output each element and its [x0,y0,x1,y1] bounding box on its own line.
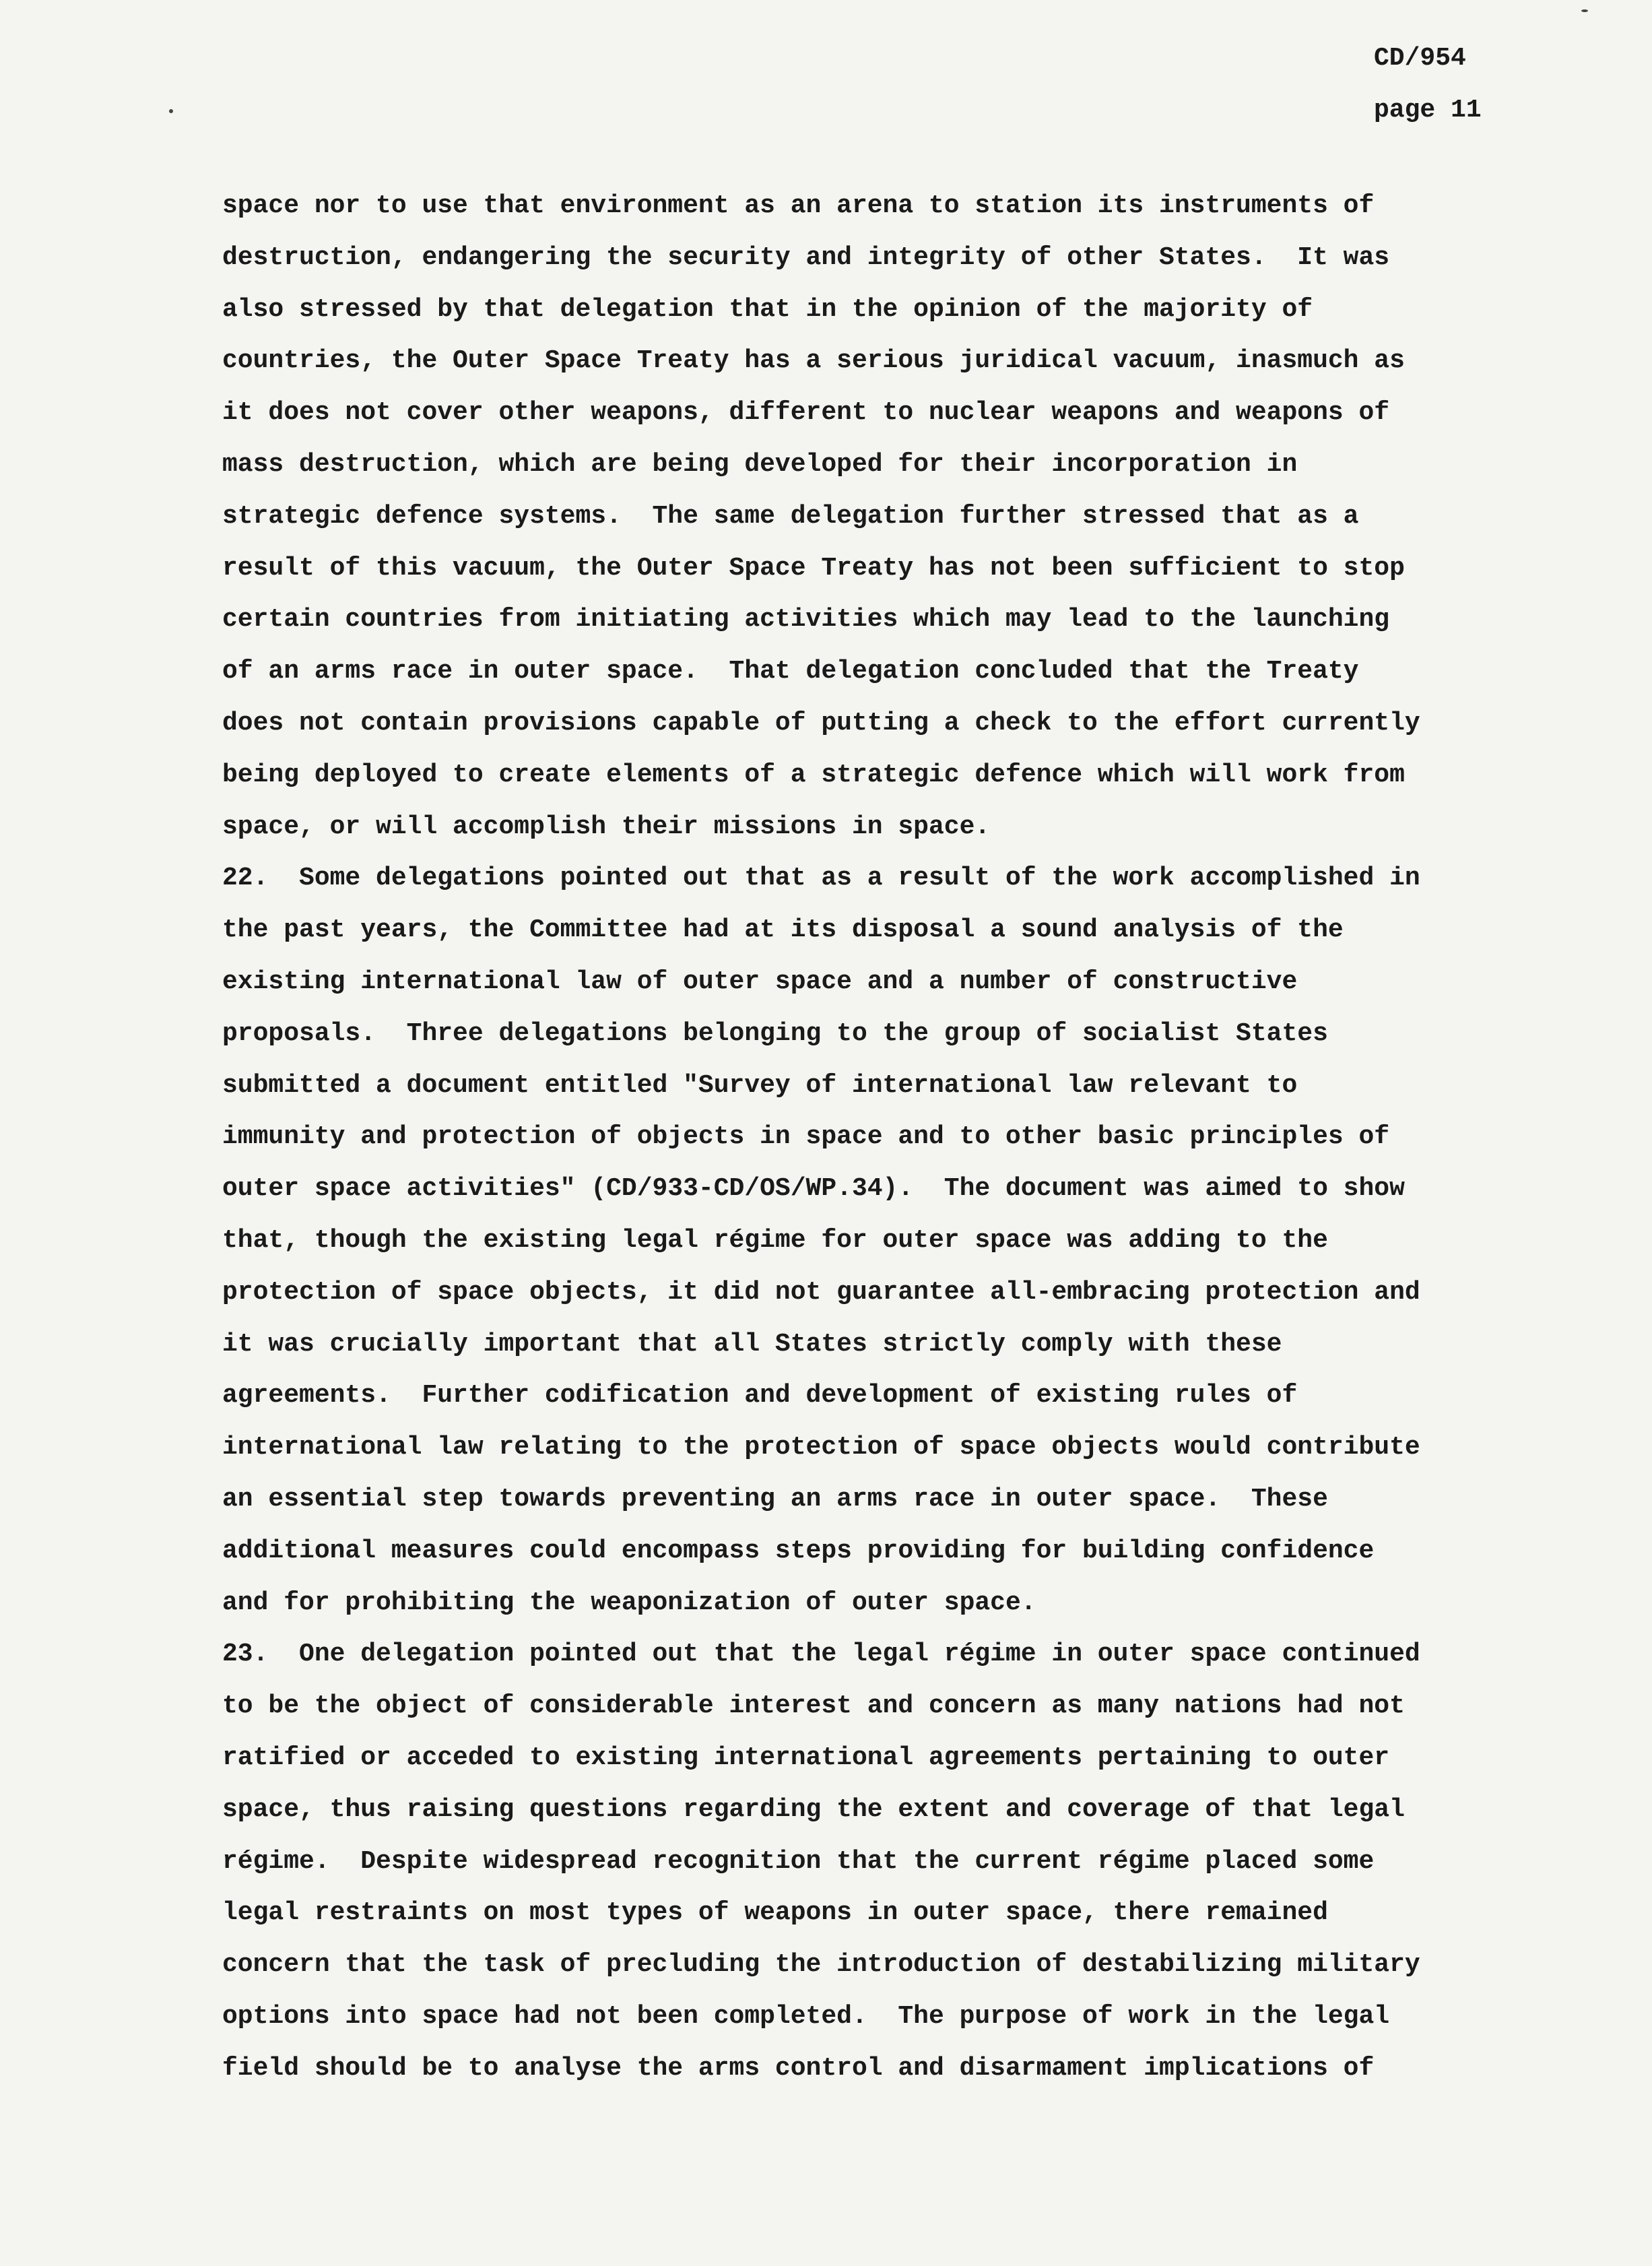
text-line: to be the object of considerable interest and concern as many nations had not [222,1691,1405,1721]
page-header [1374,39,1482,143]
text-line: space, or will accomplish their missions in space. [222,812,991,841]
text-line: concern that the task of precluding the introduction of destabilizing military [222,1950,1420,1980]
text-line: that, though the existing legal régime for outer space was adding to the [222,1225,1328,1255]
text-line: régime. Despite widespread recognition that the current régime placed some [222,1846,1375,1876]
text-line: it was crucially important that all States strictly comply with these [222,1329,1282,1359]
text-line: additional measures could encompass steps providing for building confidence [222,1536,1375,1565]
body-text [222,181,1643,2094]
paragraph-22-start: 22. Some delegations pointed out that as a result of the work accomplished in [222,864,1420,893]
document-symbol: CD/954 [1374,44,1466,73]
text-line: being deployed to create elements of a strategic defence which will work from [222,760,1405,789]
text-line: international law relating to the protection of space objects would contribute [222,1433,1420,1462]
text-line: agreements. Further codification and development of existing rules of [222,1381,1298,1411]
text-line: mass destruction, which are being developed for their incorporation in [222,449,1298,479]
text-line: result of this vacuum, the Outer Space Treaty has not been sufficient to stop [222,553,1405,583]
text-line: field should be to analyse the arms control and disarmament implications of [222,2053,1375,2083]
text-line: options into space had not been completed. The purpose of work in the legal [222,2001,1390,2031]
text-line: strategic defence systems. The same delegation further stressed that as a [222,501,1359,531]
text-line: proposals. Three delegations belonging to the group of socialist States [222,1018,1328,1048]
text-line: of an arms race in outer space. That delegation concluded that the Treaty [222,657,1359,686]
text-line: ratified or acceded to existing international agreements pertaining to outer [222,1743,1390,1772]
scan-mark [1581,9,1588,12]
text-line: and for prohibiting the weaponization of outer space. [222,1588,1036,1617]
text-line: outer space activities" (CD/933-CD/OS/WP.34). The document was aimed to show [222,1174,1405,1204]
text-line: legal restraints on most types of weapons in outer space, there remained [222,1898,1328,1928]
text-line: protection of space objects, it did not guarantee all-embracing protection and [222,1277,1420,1307]
text-line: countries, the Outer Space Treaty has a serious juridical vacuum, inasmuch as [222,346,1405,376]
text-line: space, thus raising questions regarding the extent and coverage of that legal [222,1794,1405,1824]
text-line: destruction, endangering the security and integrity of other States. It was [222,242,1390,272]
text-line: also stressed by that delegation that in the opinion of the majority of [222,294,1313,324]
text-line: the past years, the Committee had at its disposal a sound analysis of the [222,915,1344,945]
text-line: space nor to use that environment as an arena to station its instruments of [222,191,1375,220]
text-line: does not contain provisions capable of putting a check to the effort currently [222,708,1420,738]
text-line: an essential step towards preventing an arms race in outer space. These [222,1484,1328,1514]
scan-speck [169,109,173,113]
page-number: page 11 [1374,95,1482,125]
paragraph-23-start: 23. One delegation pointed out that the legal régime in outer space continued [222,1640,1420,1669]
text-line: submitted a document entitled "Survey of international law relevant to [222,1070,1298,1100]
text-line: it does not cover other weapons, different to nuclear weapons and weapons of [222,398,1390,428]
text-line: existing international law of outer space and a number of constructive [222,967,1298,996]
text-line: immunity and protection of objects in space and to other basic principles of [222,1122,1390,1152]
text-line: certain countries from initiating activities which may lead to the launching [222,605,1390,635]
